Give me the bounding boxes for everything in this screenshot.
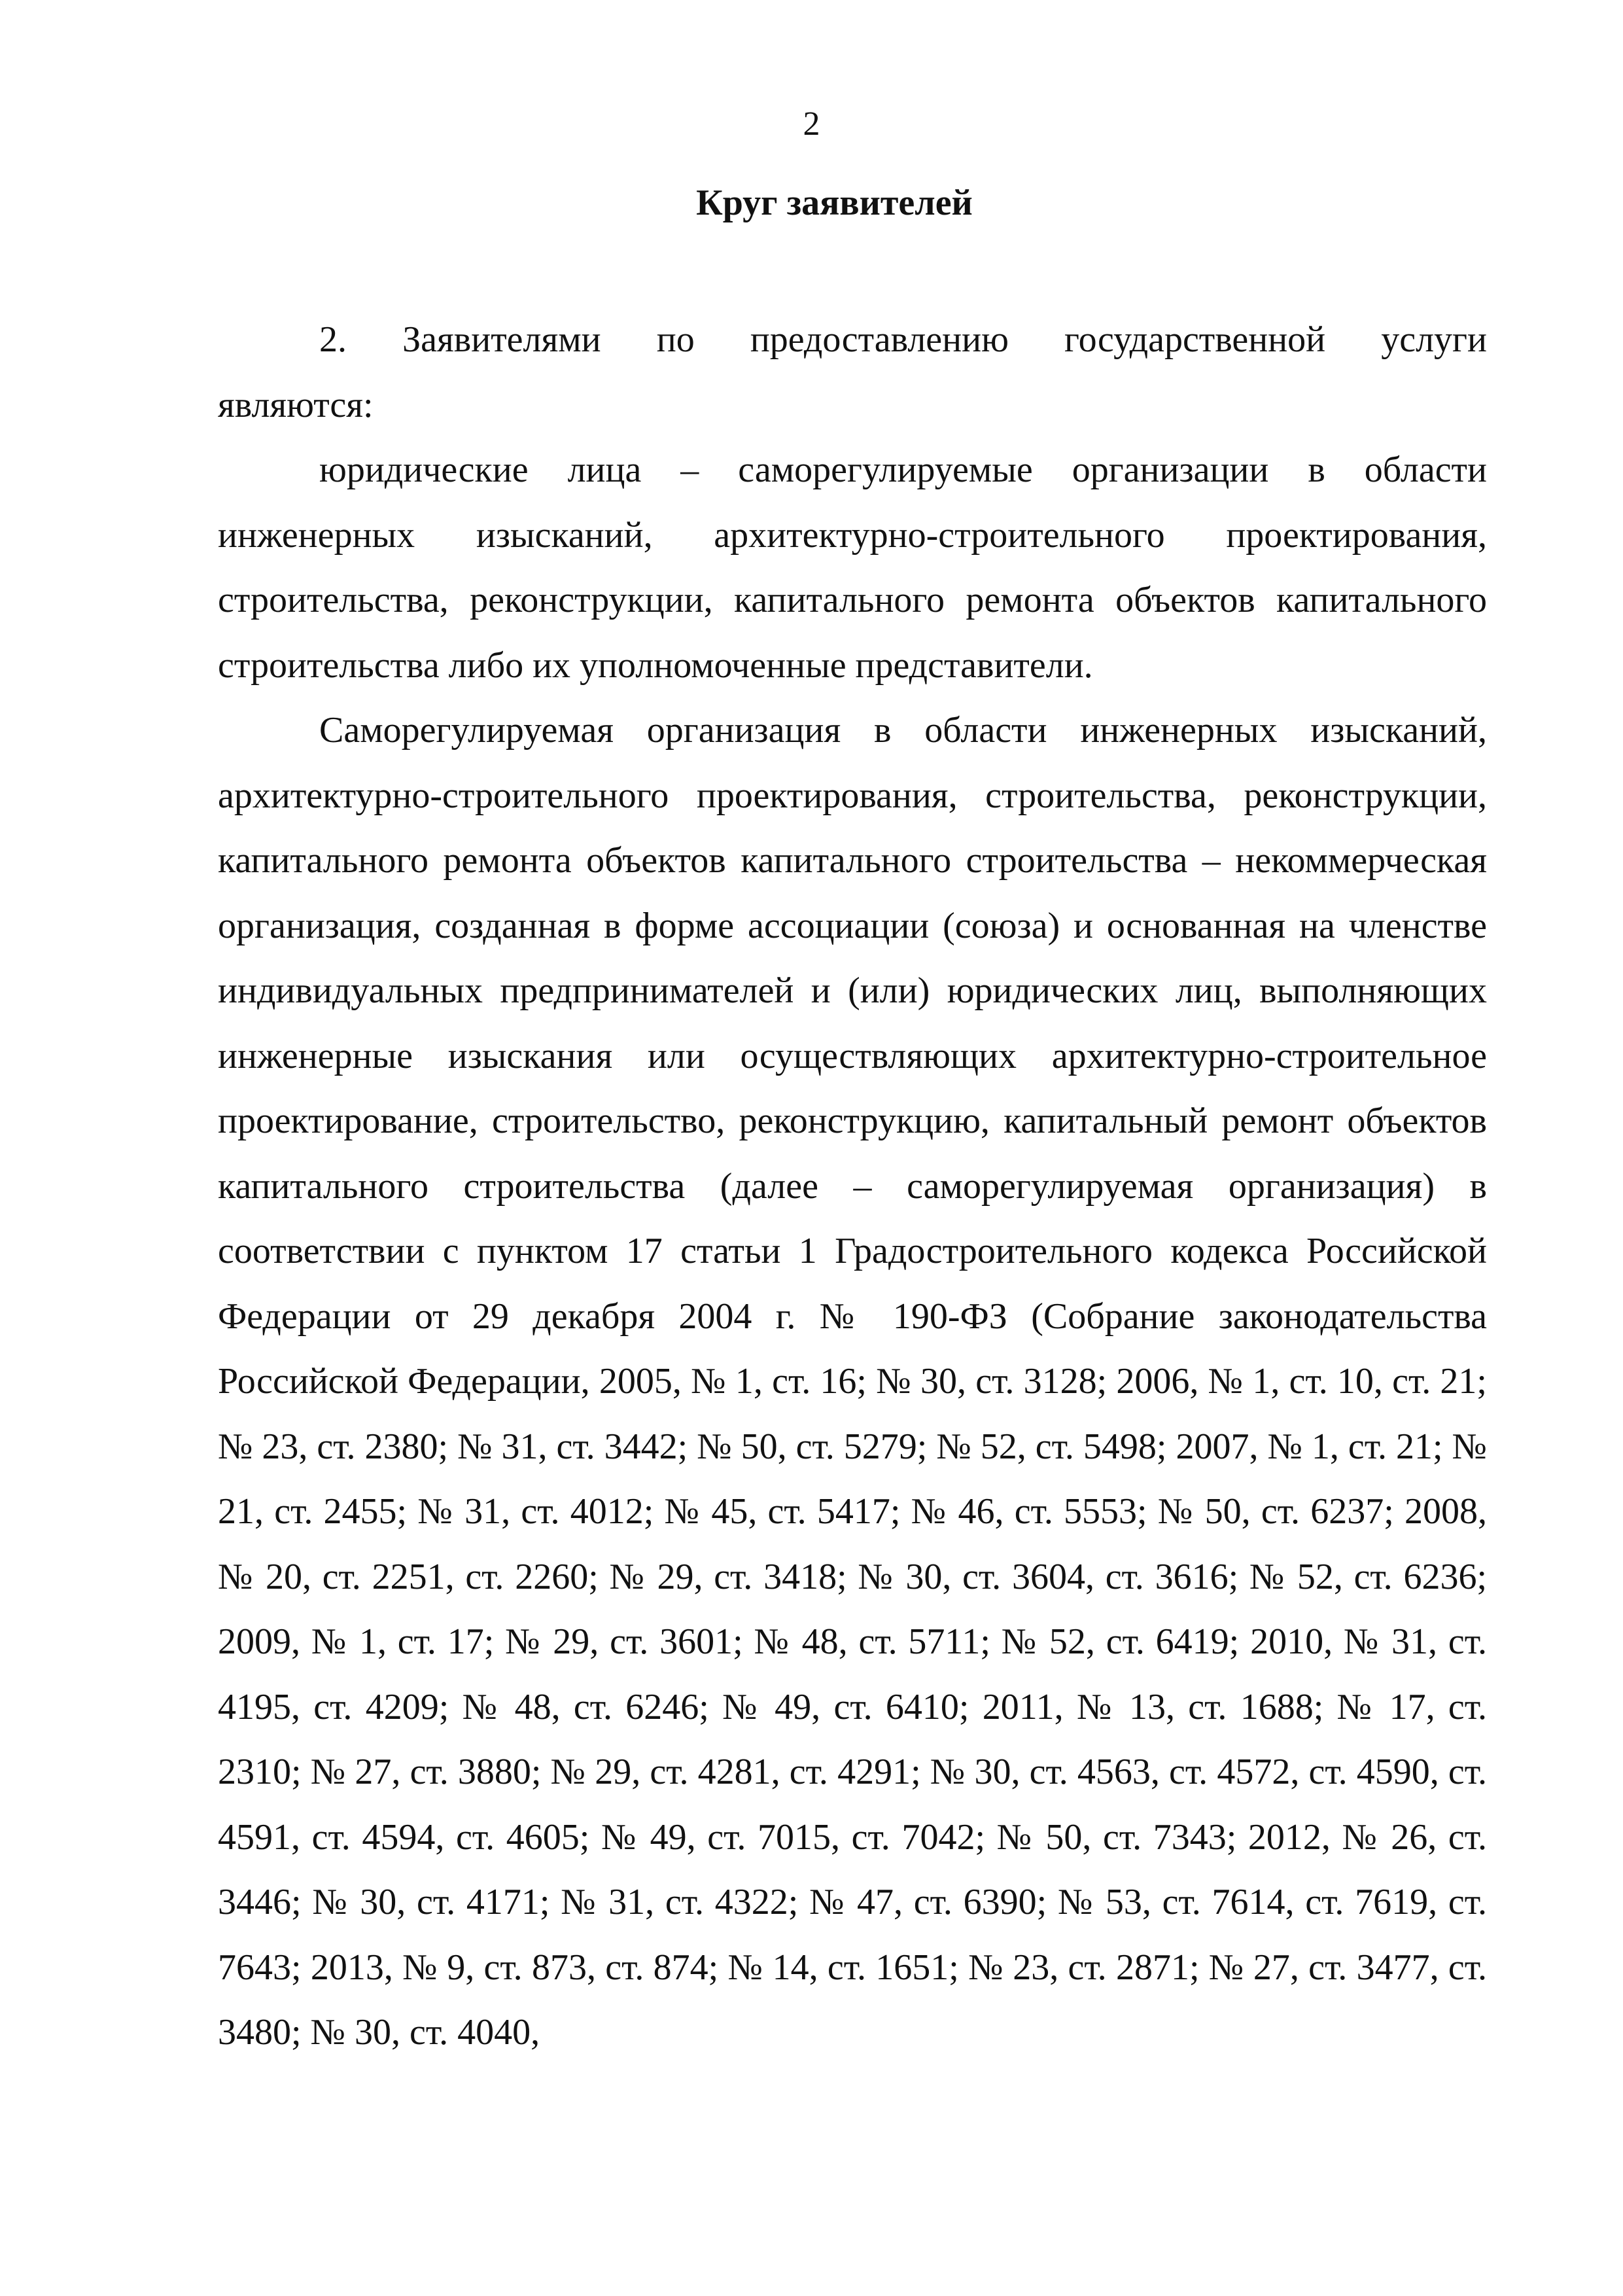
paragraph-legal-entities: юридические лица – саморегулируемые организации в области инженерных изысканий, архитектурно-строительного проектирования, строительства, реконструкции, капитального ремонта объектов капитального строительства либо их уполномоченные представители. xyxy=(218,450,1487,686)
document-body xyxy=(218,308,1487,2066)
page-number: 2 xyxy=(803,105,820,143)
paragraph-applicants-rest: являются: xyxy=(218,384,374,425)
paragraph-applicants-first-line: 2. Заявителями по предоставлению государственной услуги xyxy=(319,319,1487,360)
section-title: Круг заявителей xyxy=(696,183,973,223)
paragraph-sro-definition: Саморегулируемая организация в области инженерных изысканий, архитектурно-строительного проектирования, строительства, реконструкции, капитального ремонта объектов капитального строительства – некоммерческая организация, созданная в форме ассоциации (союза) и основанная на членстве индивидуальных предпринимателей и (или) юридических лиц, выполняющих инженерные изыскания или осуществляющих архитектурно-строительное проектирование, строительство, реконструкцию, капитальный ремонт объектов капитального строительства (далее – саморегулируемая организация) в соответствии с пунктом 17 статьи 1 Градостроительного кодекса Российской Федерации от 29 декабря 2004 г. № 190-ФЗ (Собрание законодательства Российской Федерации, 2005, № 1, ст. 16; № 30, ст. 3128; 2006, № 1, ст. 10, ст. 21; № 23, ст. 2380; № 31, ст. 3442; № 50, ст. 5279; № 52, ст. 5498; 2007, № 1, ст. 21; № 21, ст. 2455; № 31, ст. 4012; № 45, ст. 5417; № 46, ст. 5553; № 50, ст. 6237; 2008, № 20, ст. 2251, ст. 2260; № 29, ст. 3418; № 30, ст. 3604, ст. 3616; № 52, ст. 6236; 2009, № 1, ст. 17; № 29, ст. 3601; № 48, ст. 5711; № 52, ст. 6419; 2010, № 31, ст. 4195, ст. 4209; № 48, ст. 6246; № 49, ст. 6410; 2011, № 13, ст. 1688; № 17, ст. 2310; № 27, ст. 3880; № 29, ст. 4281, ст. 4291; № 30, ст. 4563, ст. 4572, ст. 4590, ст. 4591, ст. 4594, ст. 4605; № 49, ст. 7015, ст. 7042; № 50, ст. 7343; 2012, № 26, ст. 3446; № 30, ст. 4171; № 31, ст. 4322; № 47, ст. 6390; № 53, ст. 7614, ст. 7619, ст. 7643; 2013, № 9, ст. 873, ст. 874; № 14, ст. 1651; № 23, ст. 2871; № 27, ст. 3477, ст. 3480; № 30, ст. 4040, xyxy=(218,710,1487,2053)
paragraph-applicants xyxy=(218,308,1487,438)
